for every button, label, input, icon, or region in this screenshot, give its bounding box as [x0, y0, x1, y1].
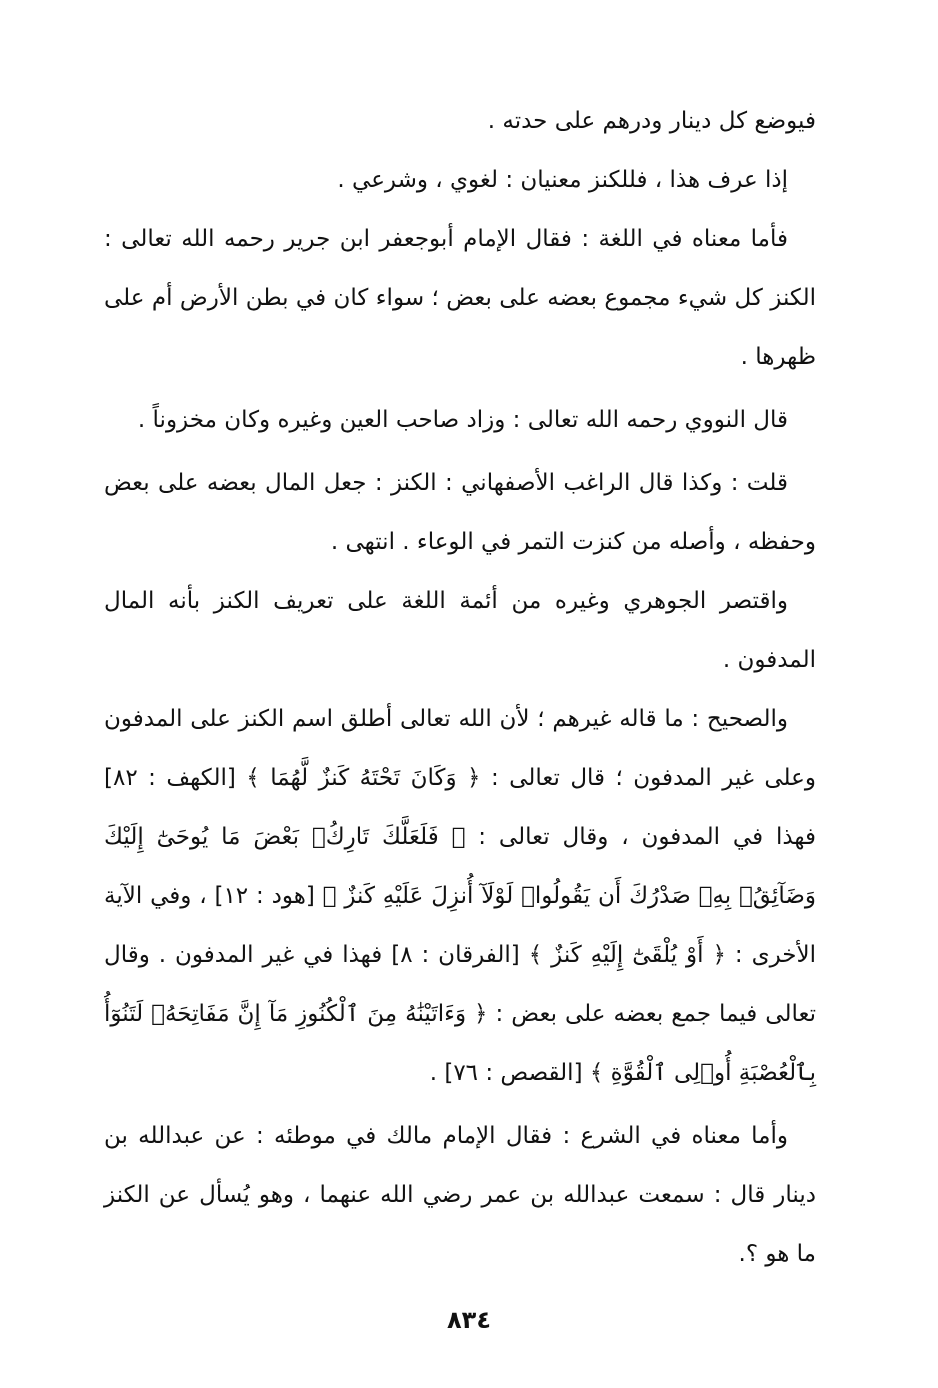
body-text	[104, 92, 816, 1284]
page-number: ٨٣٤	[447, 1306, 491, 1334]
paragraph-kanz-meanings: إذا عرف هذا ، فللكنز معنيان : لغوي ، وشرعي .	[337, 167, 788, 193]
paragraph-continuation: فيوضع كل دينار ودرهم على حدته .	[487, 108, 816, 134]
paragraph-sahih-quran-verses: والصحيح : ما قاله غيرهم ؛ لأن الله تعالى أطلق اسم الكنز على المدفون وعلى غير المدفون ؛ قال تعالى : ﴿ وَكَانَ تَحْتَهُ كَنزٌ لَّهُمَا ﴾ [الكهف : ٨٢] فهذا في المدفون ، وقال تعالى : ﴿ فَلَعَلَّكَ تَارِكُۢ بَعْضَ مَا يُوحَىٰٓ إِلَيْكَ وَضَآئِقُۢ بِهِۦ صَدْرُكَ أَن يَقُولُوا۟ لَوْلَآ أُنزِلَ عَلَيْهِ كَنزٌ ﴾ [هود : ١٢] ، وفي الآية الأخرى : ﴿ أَوْ يُلْقَىٰٓ إِلَيْهِ كَنزٌ ﴾ [الفرقان : ٨] فهذا في غير المدفون . وقال تعالى فيما جمع بعضه على بعض : ﴿ وَءَاتَيْنَٰهُ مِنَ ٱلْكُنُوزِ مَآ إِنَّ مَفَاتِحَهُۥ لَتَنُوٓأُ بِٱلْعُصْبَةِ أُو۟لِى ٱلْقُوَّةِ ﴾ [القصص : ٧٦] .	[104, 706, 817, 1086]
paragraph-raghib: قلت : وكذا قال الراغب الأصفهاني : الكنز : جعل المال بعضه على بعض وحفظه ، وأصله من كنزت التمر في الوعاء . انتهى .	[104, 470, 816, 555]
paragraph-nawawi: قال النووي رحمه الله تعالى : وزاد صاحب العين وغيره وكان مخزوناً .	[137, 407, 788, 433]
paragraph-linguistic-meaning: فأما معناه في اللغة : فقال الإمام أبوجعفر ابن جرير رحمه الله تعالى : الكنز كل شيء مجموع بعضه على بعض ؛ سواء كان في بطن الأرض أم على ظهرها .	[104, 226, 816, 370]
paragraph-jawhari: واقتصر الجوهري وغيره من أئمة اللغة على تعريف الكنز بأنه المال المدفون .	[104, 588, 816, 673]
paragraph-sharia-meaning: وأما معناه في الشرع : فقال الإمام مالك في موطئه : عن عبدالله بن دينار قال : سمعت عبدالله بن عمر رضي الله عنهما ، وهو يُسأل عن الكنز ما هو ؟.	[104, 1123, 816, 1267]
